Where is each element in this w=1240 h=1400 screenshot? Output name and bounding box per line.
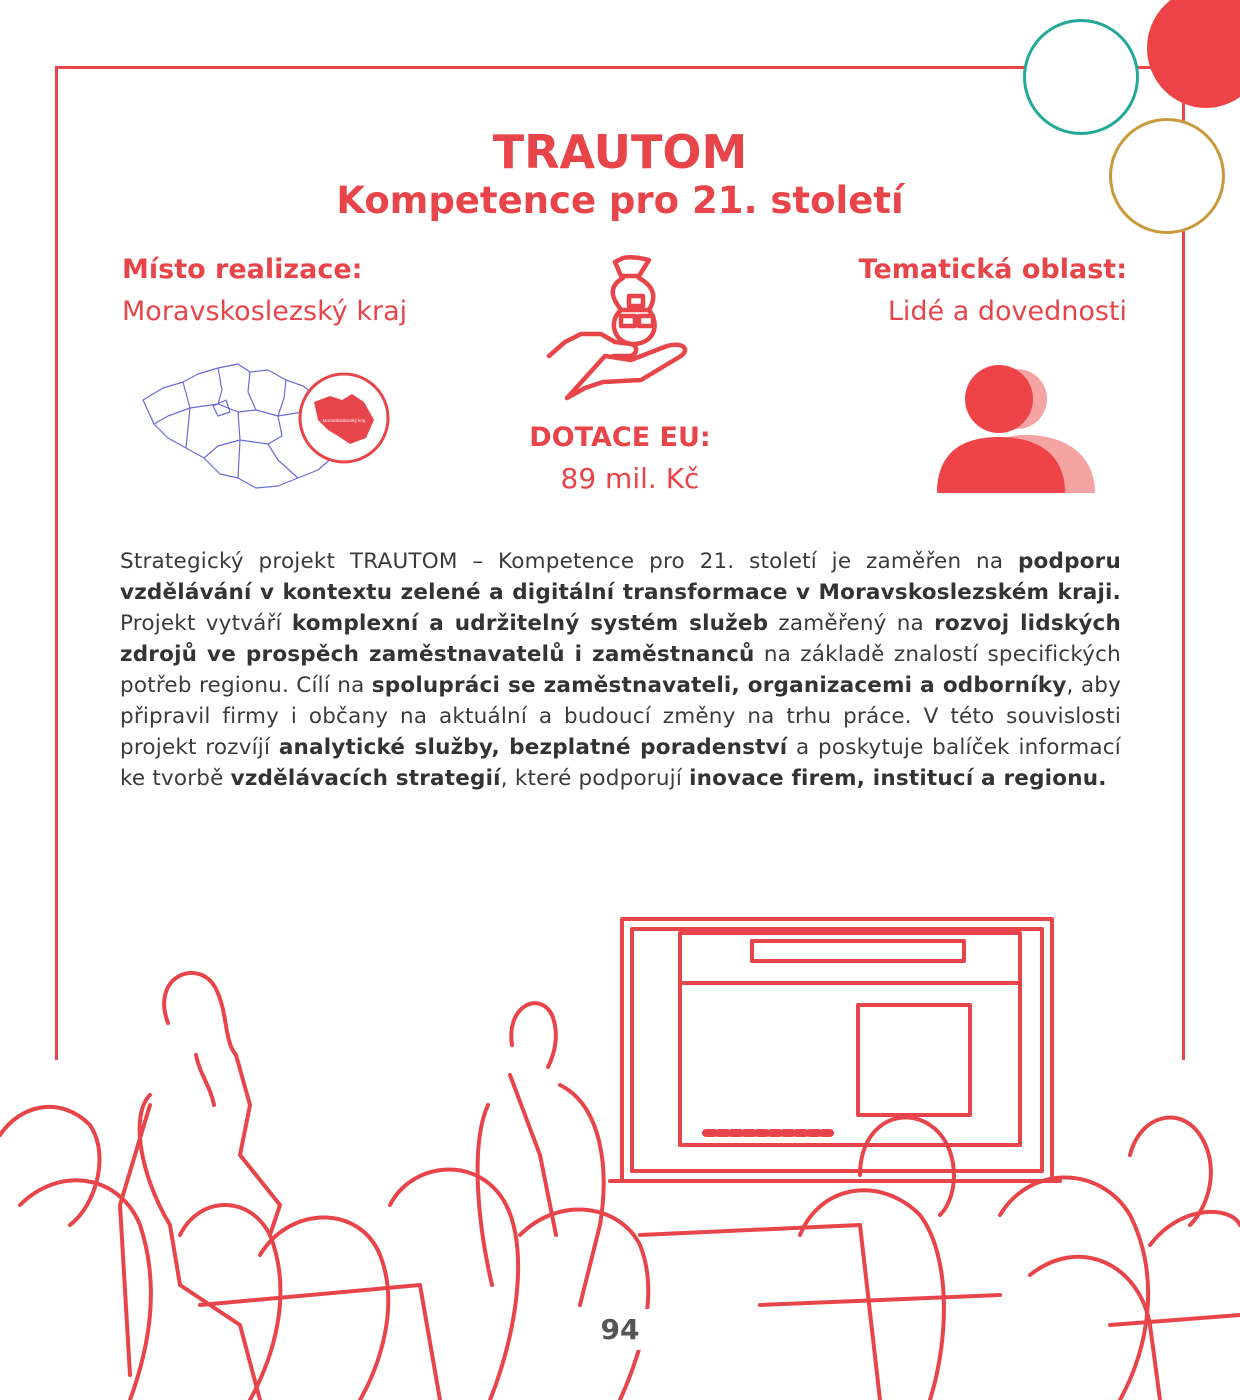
theme-label: Tematická oblast: (858, 254, 1127, 285)
description-bold-segment: analytické služby, bezplatné poradenství (278, 735, 788, 760)
description-bold-segment: inovace firem, institucí a regionu. (689, 766, 1107, 791)
project-title: TRAUTOM (492, 125, 748, 179)
description-bold-segment: podporu vzdělávání v kontextu zelené a digitální transformace v Moravskoslezském kraji. (120, 549, 1121, 605)
description-segment: Strategický projekt TRAUTOM – Kompetence pro 21. století je zaměřen na (120, 549, 1018, 574)
description-bold-segment: komplexní a udržitelný systém služeb (291, 611, 769, 636)
place-value: Moravskoslezský kraj (122, 296, 408, 327)
description-segment: , které podporují (500, 766, 690, 791)
description-bold-segment: spolupráci se zaměstnavateli, organizacemi a odborníky (371, 673, 1067, 698)
description-bold-segment: rozvoj lidských zdrojů ve prospěch zaměstnavatelů i zaměstnanců (120, 611, 1121, 667)
people-icon (935, 365, 1105, 497)
decor-circle-teal (1023, 19, 1139, 135)
description-segment: a poskytuje balíček informací ke tvorbě (120, 735, 1121, 791)
description-segment: Projekt vytváří (120, 611, 292, 636)
page-number: 94 (585, 1309, 655, 1350)
project-subtitle: Kompetence pro 21. století (336, 179, 904, 222)
description-bold-segment: vzdělávacích strategií (230, 766, 501, 791)
money-bag-hand-icon (545, 252, 695, 402)
theme-value: Lidé a dovednosti (887, 296, 1127, 327)
description-segment: zaměřený na (768, 611, 935, 636)
place-label: Místo realizace: (122, 254, 363, 285)
funding-label: DOTACE EU: (529, 422, 711, 453)
funding-value: 89 mil. Kč (560, 462, 700, 495)
description-segment: , aby připravil firmy i občany na aktuální a budoucí změny na trhu práce. V této souvislosti projekt rozvíjí (120, 673, 1121, 760)
project-description (120, 546, 1121, 794)
map-region-label: Moravskoslezský kraj (322, 418, 366, 423)
description-segment: na základě znalostí specifických potřeb regionu. Cílí na (120, 642, 1121, 698)
